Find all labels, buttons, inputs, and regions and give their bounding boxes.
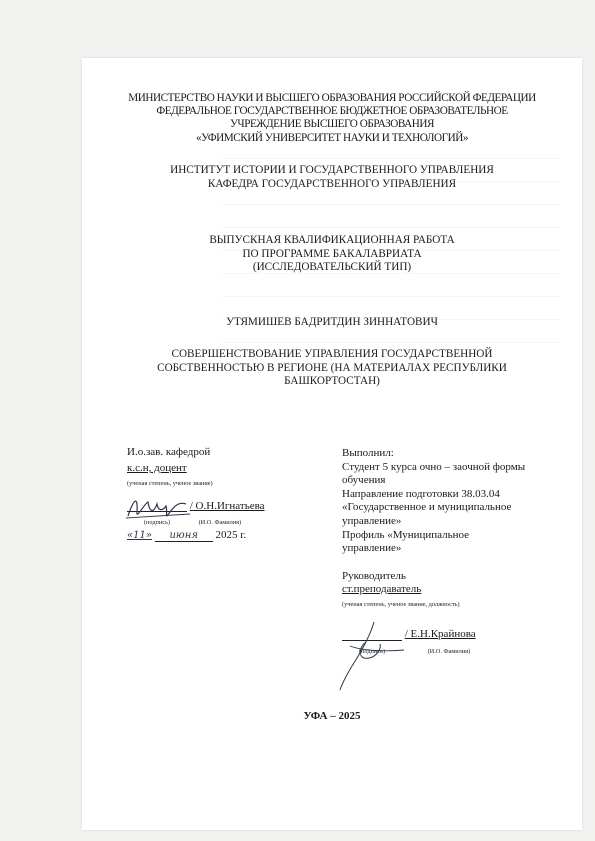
ministry-header — [82, 92, 582, 145]
supervisor-position: ст.преподаватель — [342, 583, 422, 596]
title-page — [82, 58, 582, 830]
city-year: УФА – 2025 — [303, 710, 361, 722]
approval-block — [127, 446, 307, 545]
work-type — [82, 234, 582, 275]
work-type-line: (ИССЛЕДОВАТЕЛЬСКИЙ ТИП) — [252, 261, 412, 273]
ministry-line: УЧРЕЖДЕНИЕ ВЫСШЕГО ОБРАЗОВАНИЯ — [229, 118, 435, 131]
supervisor-captions — [342, 645, 572, 655]
work-type-line: ВЫПУСКНАЯ КВАЛИФИКАЦИОННАЯ РАБОТА — [209, 234, 455, 246]
date-month: июня — [155, 530, 213, 542]
supervisor-signature-caption: (подпись) — [358, 647, 386, 655]
performer-line: обучения — [342, 474, 386, 487]
performer-line: управление» — [342, 514, 402, 527]
head-degree: к.с.н, доцент — [127, 462, 187, 474]
thesis-topic — [82, 348, 582, 389]
head-name: / О.Н.Игнатьева — [189, 500, 265, 512]
performer-line: Направление подготовки 38.03.04 — [342, 487, 500, 500]
ministry-line: ФЕДЕРАЛЬНОЕ ГОСУДАРСТВЕННОЕ БЮДЖЕТНОЕ ОБРАЗОВАТЕЛЬНОЕ — [156, 105, 508, 118]
department-name: КАФЕДРА ГОСУДАРСТВЕННОГО УПРАВЛЕНИЯ — [207, 177, 457, 190]
performer-label: Выполнил: — [342, 447, 394, 459]
head-title: И.о.зав. кафедрой — [127, 446, 211, 458]
signature-caption: (подпись) — [143, 519, 171, 526]
performer-line: Студент 5 курса очно – заочной формы — [342, 460, 526, 473]
institute-block — [82, 164, 582, 191]
supervisor-name-caption: (И.О. Фамилия) — [427, 647, 471, 655]
supervisor-label: Руководитель — [342, 569, 406, 582]
name-caption: (И.О. Фамилия) — [198, 519, 242, 526]
institute-name: ИНСТИТУТ ИСТОРИИ И ГОСУДАРСТВЕННОГО УПРАВЛЕНИЯ — [170, 164, 494, 176]
ministry-line: «УФИМСКИЙ УНИВЕРСИТЕТ НАУКИ И ТЕХНОЛОГИЙ» — [195, 131, 469, 144]
performer-line: Профиль «Муниципальное — [342, 528, 470, 541]
performer-block — [342, 447, 572, 655]
signature-captions — [127, 519, 307, 529]
supervisor-position-caption: (ученая степень, ученое звание, должность) — [342, 600, 460, 608]
supervisor-signature-blank — [342, 629, 402, 641]
signature-line — [127, 500, 307, 516]
work-type-line: ПО ПРОГРАММЕ БАКАЛАВРИАТА — [242, 247, 422, 260]
ministry-line: МИНИСТЕРСТВО НАУКИ И ВЫСШЕГО ОБРАЗОВАНИЯ РОССИЙСКОЙ ФЕДЕРАЦИИ — [128, 92, 536, 104]
approval-date — [127, 529, 307, 545]
date-year: 2025 г. — [215, 529, 247, 541]
supervisor-signature-line — [342, 628, 572, 642]
topic-line: СОБСТВЕННОСТЬЮ В РЕГИОНЕ (НА МАТЕРИАЛАХ РЕСПУБЛИКИ — [157, 361, 507, 374]
topic-line: СОВЕРШЕНСТВОВАНИЕ УПРАВЛЕНИЯ ГОСУДАРСТВЕННОЙ — [171, 348, 493, 360]
author-name: УТЯМИШЕВ БАДРИТДИН ЗИННАТОВИЧ — [226, 316, 438, 328]
topic-line: БАШКОРТОСТАН) — [284, 375, 380, 387]
degree-caption: (ученая степень, ученое звание) — [127, 480, 213, 487]
performer-line: управление» — [342, 542, 402, 555]
signature-blank — [127, 500, 187, 512]
performer-line: «Государственное и муниципальное — [342, 501, 512, 514]
date-day: «11» — [127, 530, 152, 541]
supervisor-name: / Е.Н.Крайнова — [404, 627, 476, 640]
